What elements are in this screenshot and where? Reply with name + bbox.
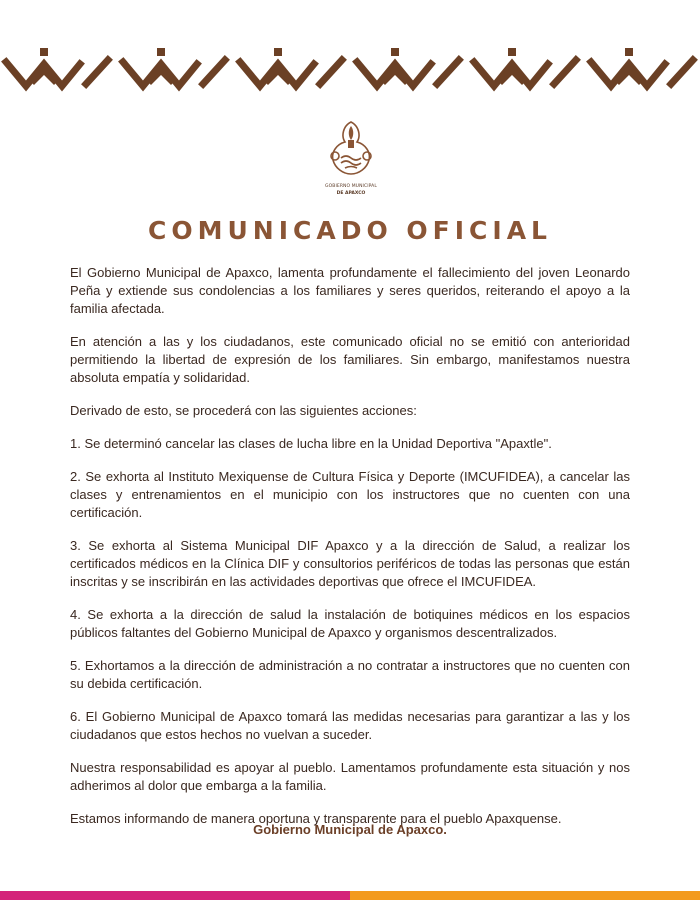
decorative-pattern-band [0, 40, 700, 100]
paragraph: Estamos informando de manera oportuna y transparente para el pueblo Apaxquense. [70, 811, 562, 826]
paragraph: El Gobierno Municipal de Apaxco, lamenta profundamente el fallecimiento del joven Leonardo Peña y extiende sus condolencias a los familiares y seres queridos, reiterando el apoyo a la familia afectada. [70, 265, 630, 316]
apaxco-emblem-icon [321, 118, 381, 180]
paragraph-action-4: 4. Se exhorta a la dirección de salud la instalación de botiquines médicos en los espacios públicos faltantes del Gobierno Municipal de Apaxco y organismos descentralizados. [70, 607, 630, 640]
paragraph-action-6: 6. El Gobierno Municipal de Apaxco tomará las medidas necesarias para garantizar a las y los ciudadanos que estos hechos no vuelvan a suceder. [70, 709, 630, 742]
paragraph-action-3: 3. Se exhorta al Sistema Municipal DIF Apaxco y a la dirección de Salud, a realizar los certificados médicos en la Clínica DIF y consultorios periféricos de todas las personas que están inscritas y se inscribirán en las actividades deportivas que ofrece el IMCUFIDEA. [70, 538, 630, 589]
paragraph-action-1: 1. Se determinó cancelar las clases de lucha libre en la Unidad Deportiva "Apaxtle". [70, 436, 552, 451]
paragraph: Nuestra responsabilidad es apoyar al pueblo. Lamentamos profundamente esta situación y nos adherimos al dolor que embarga a la familia. [70, 760, 630, 793]
bottom-stripe-orange [350, 891, 700, 900]
logo-caption-line1: GOBIERNO MUNICIPAL [325, 184, 377, 189]
signature: Gobierno Municipal de Apaxco. [253, 822, 447, 837]
document-body [70, 264, 630, 843]
diagonal-stroke [203, 60, 225, 84]
bottom-stripe-magenta [0, 891, 350, 900]
diagonal-stroke [320, 60, 342, 84]
dot-mark [508, 48, 516, 56]
municipal-logo [321, 118, 381, 200]
paragraph-action-2: 2. Se exhorta al Instituto Mexiquense de Cultura Física y Deporte (IMCUFIDEA), a cancelar las clases y entrenamientos en el municipio con los instructores que no cuenten con una certificación. [70, 469, 630, 520]
logo-caption-line2: DE APAXCO [336, 191, 366, 196]
dot-mark [274, 48, 282, 56]
diagonal-stroke [437, 60, 459, 84]
diagonal-stroke [554, 60, 576, 84]
diagonal-stroke [86, 60, 108, 84]
dot-mark [625, 48, 633, 56]
document-title: COMUNICADO OFICIAL [148, 216, 552, 245]
paragraph: Derivado de esto, se procederá con las siguientes acciones: [70, 403, 417, 418]
dot-mark [391, 48, 399, 56]
diagonal-stroke [671, 60, 693, 84]
dot-mark [40, 48, 48, 56]
paragraph-action-5: 5. Exhortamos a la dirección de administración a no contratar a instructores que no cuenten con su debida certificación. [70, 658, 630, 691]
dot-mark [157, 48, 165, 56]
paragraph: En atención a las y los ciudadanos, este comunicado oficial no se emitió con anterioridad permitiendo la libertad de expresión de los familiares. Sin embargo, manifestamos nuestra absoluta empatía y solidaridad. [70, 334, 630, 385]
